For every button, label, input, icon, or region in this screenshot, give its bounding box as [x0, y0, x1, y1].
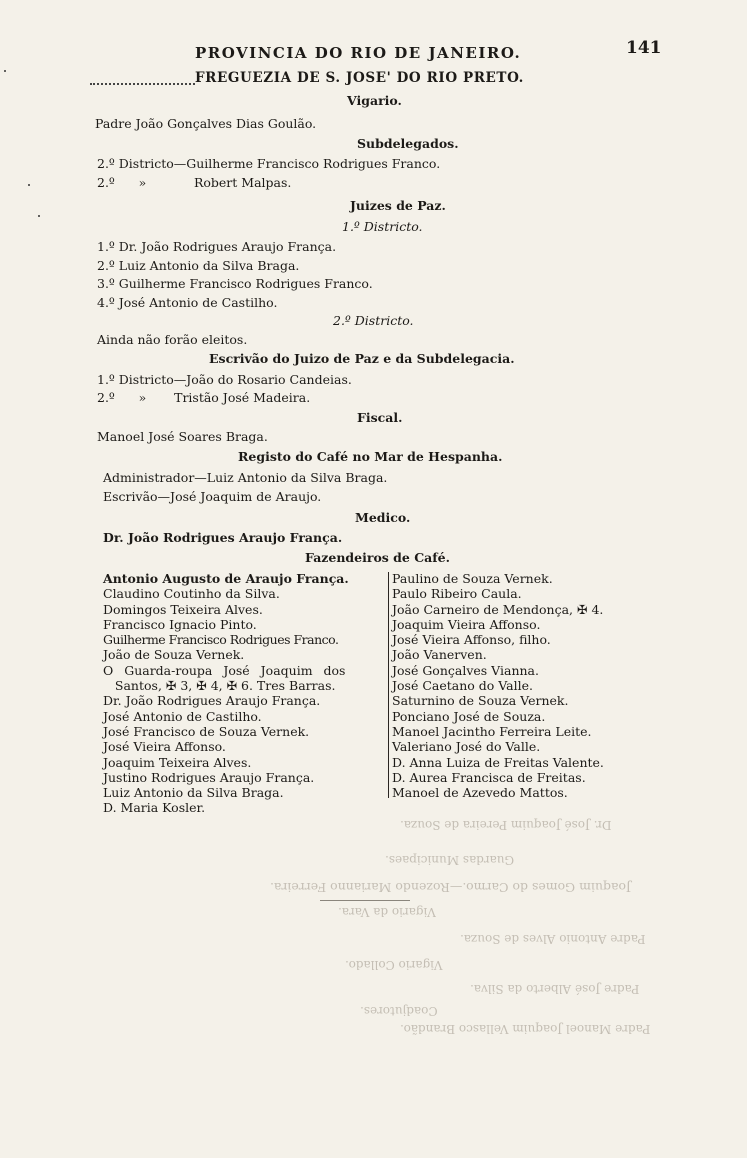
subdelegados-heading: Subdelegados. [357, 136, 459, 151]
fazendeiro-left-item: José Antonio de Castilho. [103, 708, 262, 724]
medico-name: Dr. João Rodrigues Araujo França. [103, 530, 343, 545]
fazendeiro-right-item: Manoel de Azevedo Mattos. [392, 785, 568, 801]
escrivao-entry: 2.º » Tristão José Madeira. [97, 390, 311, 405]
medico-heading: Medico. [355, 510, 411, 525]
fazendeiro-right-item: Valeriano José do Valle. [392, 739, 541, 755]
fazendeiro-right-item: Saturnino de Souza Vernek. [392, 693, 569, 709]
fazendeiro-left-item: Francisco Ignacio Pinto. [103, 616, 257, 632]
fazendeiro-left-item: Luiz Antonio da Silva Braga. [103, 785, 284, 801]
header-dotted-rule [90, 83, 195, 86]
bleed-through-line: Guardas Municipaes. [385, 853, 515, 867]
escrivao-heading: Escrivão do Juizo de Paz e da Subdelegacia. [209, 351, 515, 366]
vigario-heading: Vigario. [347, 93, 402, 108]
fazendeiro-right-item: Paulo Ribeiro Caula. [392, 586, 522, 602]
fazendeiros-right-column [392, 571, 652, 800]
bleed-through-line: Padre Antonio Alves de Souza. [460, 932, 646, 946]
district1-heading-text: 1.º Districto. [342, 219, 423, 234]
subdelegado-entry: 2.º » Robert Malpas. [97, 175, 292, 190]
bleed-through-line: Dr. José Joaquim Pereira de Souza. [400, 818, 612, 832]
margin-speck [38, 215, 40, 217]
bleed-through-line: Coadjutores. [360, 1004, 438, 1018]
fazendeiro-left-item: Santos, ✠ 3, ✠ 4, ✠ 6. Tres Barras. [103, 678, 336, 694]
fazendeiro-right-item: Joaquim Vieira Affonso. [392, 616, 541, 632]
fazendeiros-left-column [103, 571, 387, 816]
bleed-through-line: Padre Manoel Joaquim Vellasco Brandão. [400, 1022, 651, 1036]
fazendeiro-right-item: José Caetano do Valle. [392, 678, 533, 694]
subdelegado-entry: 2.º Districto—Guilherme Francisco Rodrigues Franco. [97, 156, 441, 171]
fazendeiro-left-item: João de Souza Vernek. [103, 647, 245, 663]
page-subtitle: FREGUEZIA DE S. JOSE' DO RIO PRETO. [195, 70, 524, 86]
juiz-entry: 4.º José Antonio de Castilho. [97, 295, 278, 310]
fazendeiro-right-item: João Vanerven. [392, 647, 487, 663]
registo-entry: Escrivão—José Joaquim de Araujo. [103, 489, 322, 504]
district2-text: Ainda não forão eleitos. [97, 332, 248, 347]
fazendeiro-right-item: D. Anna Luiza de Freitas Valente. [392, 754, 604, 770]
bleed-through-rule [320, 900, 410, 901]
page-number: 141 [626, 38, 662, 58]
district2-heading: 2.º Districto. [333, 313, 414, 328]
fiscal-heading: Fiscal. [357, 410, 403, 425]
fazendeiro-left-item: D. Maria Kosler. [103, 800, 206, 816]
fazendeiro-left-item: Domingos Teixeira Alves. [103, 601, 263, 617]
fiscal-name: Manoel José Soares Braga. [97, 429, 268, 444]
bleed-through-line: Padre José Alberto da Silva. [470, 982, 640, 996]
escrivao-entry: 1.º Districto—João do Rosario Candeias. [97, 372, 352, 387]
fazendeiro-right-item: Ponciano José de Souza. [392, 708, 546, 724]
fazendeiro-left-item: Claudino Coutinho da Silva. [103, 586, 280, 602]
fazendeiro-left-item: José Francisco de Souza Vernek. [103, 723, 310, 739]
fazendeiro-left-item: Justino Rodrigues Araujo França. [103, 769, 315, 785]
bleed-through-line: Joaquim Gomes do Carmo.—Rozendo Marianno Ferreira. [270, 880, 632, 895]
fazendeiro-left-item: O Guarda-roupa José Joaquim dos [103, 662, 346, 678]
margin-speck [28, 184, 30, 186]
district1-heading [342, 219, 423, 234]
fazendeiro-right-item: João Carneiro de Mendonça, ✠ 4. [392, 601, 604, 617]
juiz-entry: 1.º Dr. João Rodrigues Araujo França. [97, 239, 337, 254]
fazendeiro-right-item: José Gonçalves Vianna. [392, 662, 539, 678]
column-divider [388, 572, 389, 798]
juiz-entry: 3.º Guilherme Francisco Rodrigues Franco. [97, 276, 373, 291]
juizes-heading: Juizes de Paz. [350, 198, 446, 213]
fazendeiro-right-item: Manoel Jacintho Ferreira Leite. [392, 723, 592, 739]
juiz-entry: 2.º Luiz Antonio da Silva Braga. [97, 258, 300, 273]
fazendeiro-right-item: Paulino de Souza Vernek. [392, 571, 553, 586]
fazendeiro-left-item: Antonio Augusto de Araujo França. [103, 571, 349, 586]
fazendeiros-heading: Fazendeiros de Café. [305, 550, 450, 565]
registo-heading: Registo do Café no Mar de Hespanha. [238, 449, 503, 464]
margin-speck [4, 70, 6, 72]
vigario-name: Padre João Gonçalves Dias Goulão. [95, 116, 317, 131]
registo-entry: Administrador—Luiz Antonio da Silva Braga. [103, 470, 388, 485]
fazendeiro-right-item: D. Aurea Francisca de Freitas. [392, 769, 586, 785]
fazendeiro-left-item: Guilherme Francisco Rodrigues Franco. [103, 632, 339, 648]
fazendeiro-left-item: José Vieira Affonso. [103, 739, 226, 755]
fazendeiro-left-item: Joaquim Teixeira Alves. [103, 754, 252, 770]
fazendeiro-left-item: Dr. João Rodrigues Araujo França. [103, 693, 321, 709]
fazendeiro-right-item: José Vieira Affonso, filho. [392, 632, 551, 648]
bleed-through-line: Vigario da Vara. [338, 905, 436, 919]
bleed-through-line: Vigario Collado. [345, 958, 443, 972]
page-title: PROVINCIA DO RIO DE JANEIRO. [195, 44, 522, 62]
